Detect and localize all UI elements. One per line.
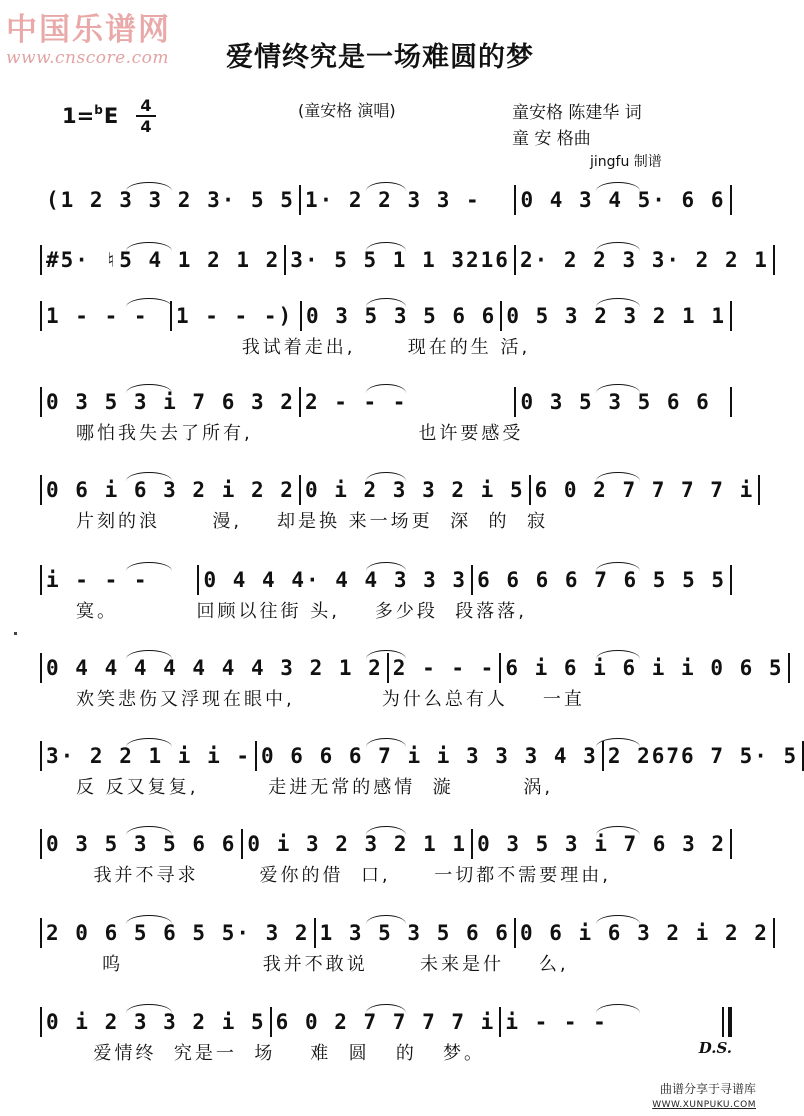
key-signature <box>62 103 118 128</box>
measure: 2 - - - <box>392 656 496 680</box>
score-row <box>36 470 755 510</box>
measure: 0 6 i 6 3 2 i 2 2 <box>519 921 769 945</box>
stray-dot <box>14 632 17 635</box>
measure: 0 4 4 4 4 4 4 4 3 2 1 2 <box>46 656 383 680</box>
measure: 0 5 3 2 3 2 1 1 <box>506 304 726 328</box>
time-signature-top: 4 <box>140 96 152 115</box>
measure: 0 3 5 3 5 6 6 <box>305 304 497 328</box>
lyric-line: 欢笑悲伤又浮现在眼中, 为什么总有人 一直 <box>76 689 585 710</box>
score-row <box>36 736 799 776</box>
composer-credit: 童 安 格曲 <box>512 129 591 149</box>
measure: i - - - <box>505 1010 608 1034</box>
lyric-line: 我试着走出, 现在的生 活, <box>76 337 531 358</box>
song-title: 爱情终究是一场难圆的梦 <box>226 42 534 73</box>
score-row <box>36 382 736 422</box>
transcriber-credit: jingfu 制谱 <box>590 154 662 170</box>
measure: 1 - - - <box>46 304 149 328</box>
measure: 1· 2 2 3 3 - <box>304 188 481 212</box>
measure: 6 0 2 7 7 7 7 i <box>275 1010 496 1034</box>
measure: 6 6 6 6 7 6 5 5 5 <box>477 568 726 592</box>
measure: 0 3 5 3 i 7 6 3 2 <box>477 832 726 856</box>
measure: 1 3 5 3 5 6 6 <box>319 921 510 945</box>
time-signature-bottom: 4 <box>140 117 152 136</box>
key-note: E <box>103 104 119 128</box>
measure: 0 6 i 6 3 2 i 2 2 <box>46 478 295 502</box>
lyric-line: 爱情终 究是一 场 难 圆 的 梦。 <box>76 1043 485 1064</box>
measure: 2 - - - <box>304 390 408 414</box>
score-row <box>36 824 736 864</box>
measure: 0 4 4 4· 4 4 3 3 3 <box>203 568 468 592</box>
measure: 0 3 5 3 5 6 6 <box>520 390 711 414</box>
watermark-site-name: 中国乐谱网 <box>6 12 171 48</box>
measure: 2 2676 7 5· 5 <box>607 744 799 768</box>
score-row <box>36 913 769 953</box>
lyricist-credit: 童安格 陈建华 词 <box>512 103 642 123</box>
performer-credit: (童安格 演唱) <box>298 101 396 120</box>
watermark-url: www.cnscore.com <box>6 48 169 68</box>
score-row <box>36 296 736 336</box>
score-row <box>36 560 736 600</box>
measure: 2· 2 2 3 3· 2 2 1 <box>519 248 769 272</box>
lyric-line: 寞。 回顾以往街 头, 多少段 段落落, <box>76 601 527 622</box>
measure: 0 i 2 3 3 2 i 5 <box>304 478 525 502</box>
measure: (1 2 3 3 2 3· 5 5 <box>46 188 295 212</box>
barline <box>788 653 790 683</box>
measure: 0 6 6 6 7 i i 3 3 3 4 3 <box>261 744 598 768</box>
flat-sign: b <box>94 103 103 117</box>
footer-line1: 曲谱分享于寻谱库 <box>659 1082 756 1096</box>
score-row <box>36 240 769 280</box>
key-prefix: 1= <box>62 104 95 128</box>
measure: 3· 5 5 1 1 3216 <box>290 248 510 272</box>
measure: 0 i 3 2 3 2 1 1 <box>247 832 468 856</box>
lyric-line: 哪怕我失去了所有, 也许要感受 <box>76 423 524 444</box>
measure: #5· ♮5 4 1 2 1 2 <box>46 248 281 272</box>
measure: 3· 2 2 1 i i - <box>46 744 252 768</box>
lyric-line: 片刻的浪 漫, 却是换 来一场更 深 的 寂 <box>76 511 548 532</box>
measure: 0 3 5 3 i 7 6 3 2 <box>46 390 295 414</box>
barline <box>773 918 775 948</box>
score-row <box>36 180 736 220</box>
barline <box>758 475 760 505</box>
measure: 1 - - -) <box>175 304 294 328</box>
lyric-line: 我并不寻求 爱你的借 口, 一切都不需要理由, <box>76 865 611 886</box>
measure: 0 3 5 3 5 6 6 <box>46 832 237 856</box>
measure: 6 0 2 7 7 7 7 i <box>534 478 755 502</box>
score-row <box>36 1002 736 1042</box>
measure: 2 0 6 5 6 5 5· 3 2 <box>46 921 310 945</box>
score-row <box>36 648 784 688</box>
measure: 6 i 6 i 6 i i 0 6 5 <box>505 656 784 680</box>
lyric-line: 呜 我并不敢说 未来是什 么, <box>76 954 569 975</box>
barline <box>773 245 775 275</box>
footer-url: WWW.XUNPUKU.COM <box>652 1100 756 1110</box>
time-signature <box>136 97 156 135</box>
measure: 0 i 2 3 3 2 i 5 <box>46 1010 266 1034</box>
lyric-line: 反 反又复复, 走进无常的感情 漩 涡, <box>76 777 554 798</box>
measure: 0 4 3 4 5· 6 6 <box>520 188 726 212</box>
footer-credit <box>652 1081 756 1113</box>
measure: i - - - <box>46 568 149 592</box>
ds-mark: D.S. <box>698 1039 732 1057</box>
